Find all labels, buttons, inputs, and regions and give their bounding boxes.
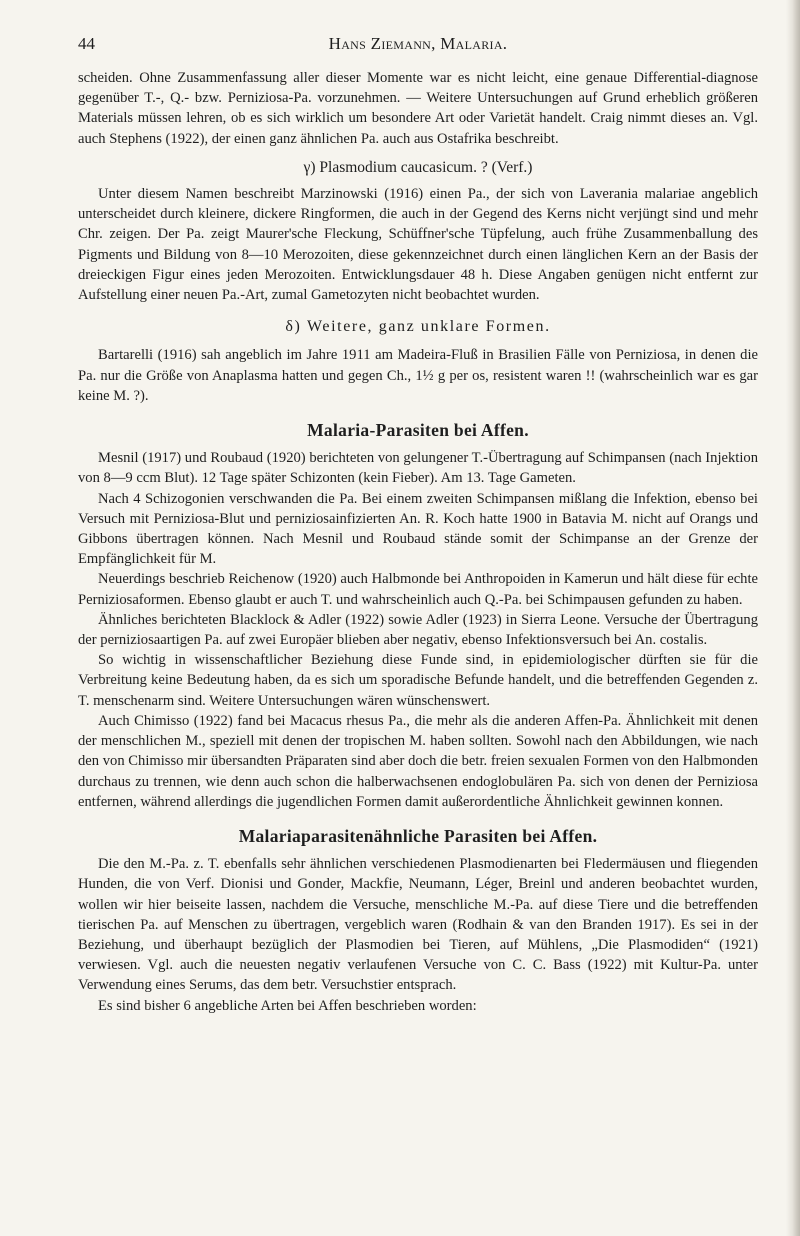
paragraph: Auch Chimisso (1922) fand bei Macacus rhesus Pa., die mehr als die anderen Affen-Pa. Ähnlichkeit mit denen der menschlichen M., speziell mit denen der tropischen M. haben sollten. Sowohl nach den Abbildungen, wie nach den von Chimisso mir übersandten Präparaten sind aber doch die betr. freien sexualen Formen von den Halbmonden durchaus zu trennen, wie denn auch schon die halberwachsenen endoglobulären Pa. sich von denen der Perniziosa entfernen, während allerdings die jugendlichen Formen damit außerordentliche Ähnlichkeit gewinnen konnen. (78, 712, 758, 810)
page-header (78, 34, 758, 58)
section-heading-affen: Malaria-Parasiten bei Affen. (307, 420, 529, 441)
section-heading-delta: δ) Weitere, ganz unklare Formen. (285, 318, 551, 336)
section-heading-parasitenaehnlich: Malariaparasitenähnliche Parasiten bei Affen. (238, 825, 598, 846)
running-title: Hans Ziemann, Malaria. (328, 34, 508, 53)
page-body (78, 68, 758, 1016)
paragraph: Bartarelli (1916) sah angeblich im Jahre 1911 am Madeira-Fluß in Brasilien Fälle von Perniziosa, in denen die Pa. nur die Größe von Anaplasma hatten und gegen Ch., 1½ g per os, resistent waren !! (wahrscheinlich war es gar keine M. ?). (78, 347, 758, 404)
paragraph: Unter diesem Namen beschreibt Marzinowski (1916) einen Pa., der sich von Laverania malariae angeblich unterscheidet durch kleinere, dickere Ringformen, die auch in der Gegend des Kerns nicht verjüngt sind und mehr Chr. zeigen. Der Pa. zeigt Maurer'sche Fleckung, Schüffner'sche Tüpfelung, auch frühe Zusammenballung des Pigments und Bildung von 8—10 Merozoiten, diese gekennzeichnet durch einen länglichen Kern an der Basis der dreieckigen Figur eines jeden Merozoiten. Entwicklungsdauer 48 h. Diese Angaben genügen nicht entfernt zur Aufstellung einer neuen Pa.-Art, zumal Gametozyten nicht beobachtet wurden. (78, 186, 758, 304)
page-edge-shadow (786, 0, 800, 1236)
paragraph: Nach 4 Schizogonien verschwanden die Pa. Bei einem zweiten Schimpansen mißlang die Infektion, ebenso bei Versuch mit Perniziosa-Blut und perniziosainfizierten An. R. Koch hatte 1900 in Batavia M. nicht auf Orangs und Gibbons übertragen können. Nach Mesnil und Roubaud stände somit der Schimpanse an der Grenze der Empfänglichkeit für M. (78, 490, 758, 568)
paragraph: So wichtig in wissenschaftlicher Beziehung diese Funde sind, in epidemiologischer dürften sie für die Verbreitung keine Bedeutung haben, da es sich um sporadische Befunde handelt, und die betreffenden Gegenden z. T. menschenarm sind. Weitere Untersuchungen wären wünschenswert. (78, 652, 758, 709)
paragraph: Mesnil (1917) und Roubaud (1920) berichteten von gelungener T.-Übertragung auf Schimpansen (nach Injektion von 8—9 ccm Blut). 12 Tage später Schizonten (kein Fieber). Am 13. Tage Gameten. (78, 450, 758, 487)
paragraph: Neuerdings beschrieb Reichenow (1920) auch Halbmonde bei Anthropoiden in Kamerun und hält diese für echte Perniziosaformen. Ebenso glaubt er auch T. und wahrscheinlich auch Q.-Pa. bei Schimpausen gefunden zu haben. (78, 571, 758, 608)
paragraph: Ähnliches berichteten Blacklock & Adler (1922) sowie Adler (1923) in Sierra Leone. Versuche der Übertragung der perniziosaartigen Pa. auf zwei Europäer blieben aber negativ, ebenso Infektionsversuch bei An. costalis. (78, 611, 758, 649)
page-number: 44 (78, 34, 95, 53)
section-heading-gamma: γ) Plasmodium caucasicum. ? (Verf.) (303, 158, 533, 176)
paragraph: Die den M.-Pa. z. T. ebenfalls sehr ähnlichen verschiedenen Plasmodienarten bei Fledermäusen und fliegenden Hunden, die von Verf. Dionisi und Gonder, Mackfie, Neumann, Léger, Breinl und anderen beobachtet wurden, wollen wir hier beiseite lassen, nachdem die Versuche, menschliche M.-Pa. auf diese Tiere und die betreffenden tierischen Pa. auf Menschen zu übertragen, vergeblich waren (Rodhain & van den Branden 1917). Es sei in der Beziehung, und überhaupt bezüglich der Plasmodien bei Tieren, auf Mühlens, „Die Plasmodiden“ (1921) verwiesen. Vgl. auch die neuesten negativ verlaufenen Versuche von C. C. Bass (1922) mit Kultur-Pa. unter Verwendung eines Serums, das dem betr. Versuchstier entsprach. (78, 856, 758, 994)
paragraph: Es sind bisher 6 angebliche Arten bei Affen beschrieben worden: (98, 997, 477, 1014)
paragraph: scheiden. Ohne Zusammenfassung aller dieser Momente war es nicht leicht, eine genaue Differential-diagnose gegenüber T.-, Q.- bzw. Perniziosa-Pa. vorzunehmen. — Weitere Untersuchungen auf Grund erheblich größeren Materials müssen lehren, ob es sich wirklich um besondere Art oder Varietät handelt. Craig nimmt dieses an. Vgl. auch Stephens (1922), der einen ganz ähnlichen Pa. auch aus Ostafrika beschreibt. (78, 70, 758, 147)
